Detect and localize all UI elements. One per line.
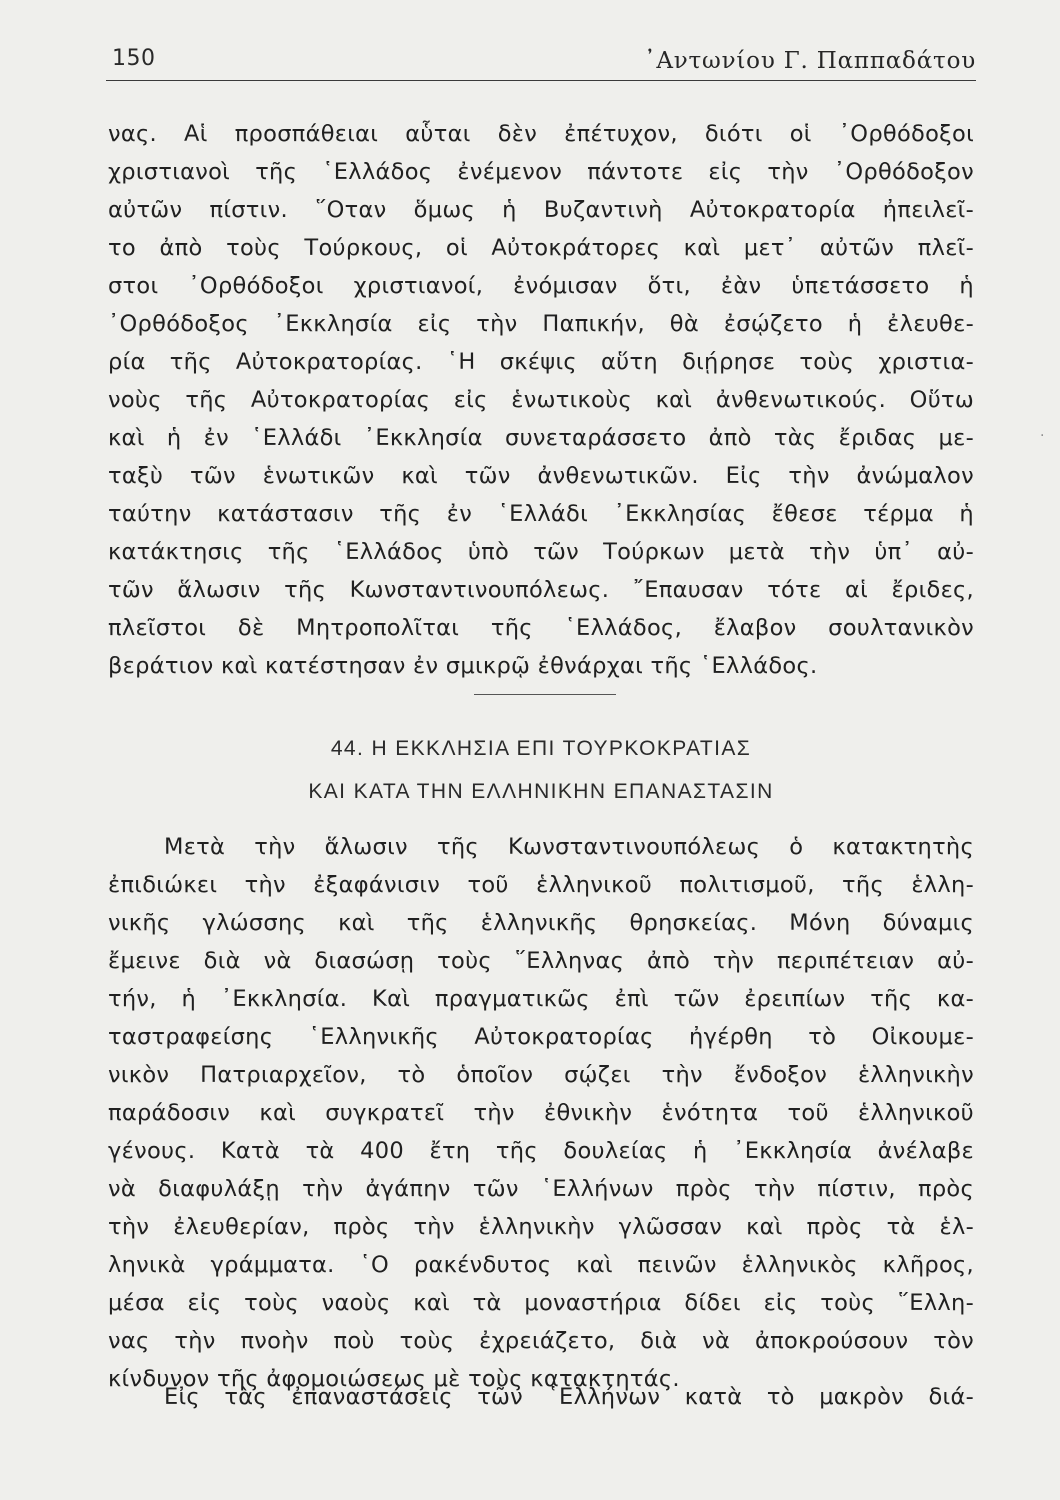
text-line: τῶν ἅλωσιν τῆς Κωνσταντινουπόλεως. ῎Επαυσαν τότε αἱ ἔριδες,	[108, 577, 974, 603]
text-line: ταξὺ τῶν ἑνωτικῶν καὶ τῶν ἀνθενωτικῶν. Εἰς τὴν ἀνώμαλον	[108, 463, 974, 489]
page-number: 150	[112, 46, 156, 71]
text-line: τήν, ἡ ᾿Εκκλησία. Καὶ πραγματικῶς ἐπὶ τῶν ἐρειπίων τῆς κα-	[108, 986, 974, 1012]
text-line: χριστιανοὶ τῆς ῾Ελλάδος ἐνέμενον πάντοτε εἰς τὴν ᾿Ορθόδοξον	[108, 159, 974, 185]
text-line: ταστραφείσης ῾Ελληνικῆς Αὐτοκρατορίας ἠγέρθη τὸ Οἰκουμε-	[108, 1024, 974, 1050]
text-line: νας τὴν πνοὴν ποὺ τοὺς ἐχρειάζετο, διὰ νὰ ἀποκρούσουν τὸν	[108, 1328, 974, 1354]
paragraph-1	[108, 115, 974, 685]
running-head-author: ᾿Αντωνίου Γ. Παππαδάτου	[644, 48, 976, 74]
text-line: βεράτιον καὶ κατέστησαν ἐν σμικρῷ ἐθνάρχαι τῆς ῾Ελλάδος.	[108, 653, 818, 679]
text-line: ἐπιδιώκει τὴν ἐξαφάνισιν τοῦ ἑλληνικοῦ πολιτισμοῦ, τῆς ἑλλη-	[108, 872, 974, 898]
text-line: ᾿Ορθόδοξος ᾿Εκκλησία εἰς τὴν Παπικήν, θὰ ἐσῴζετο ἡ ἐλευθε-	[108, 311, 974, 337]
section-heading-line-1: 44. Η ΕΚΚΛΗΣΙΑ ΕΠΙ ΤΟΥΡΚΟΚΡΑΤΙΑΣ	[330, 737, 752, 760]
text-line: αὐτῶν πίστιν. ῞Οταν ὅμως ἡ Βυζαντινὴ Αὐτοκρατορία ἠπειλεῖ-	[108, 197, 974, 223]
text-line: ἔμεινε διὰ νὰ διασώσῃ τοὺς ῞Ελληνας ἀπὸ τὴν περιπέτειαν αὐ-	[108, 948, 974, 974]
text-line: Εἰς τὰς ἐπαναστάσεις τῶν ῾Ελλήνων κατὰ τὸ μακρὸν διά-	[164, 1384, 974, 1410]
text-line: ληνικὰ γράμματα. ῾Ο ρακένδυτος καὶ πεινῶν ἑλληνικὸς κλῆρος,	[108, 1252, 974, 1278]
paragraph-2	[108, 828, 974, 1398]
text-line: το ἀπὸ τοὺς Τούρκους, οἱ Αὐτοκράτορες καὶ μετ᾿ αὐτῶν πλεῖ-	[108, 235, 974, 261]
text-line: κίνδυνον τῆς ἀφομοιώσεως μὲ τοὺς κατακτητάς.	[108, 1366, 680, 1392]
text-line: καὶ ἡ ἐν ῾Ελλάδι ᾿Εκκλησία συνεταράσσετο ἀπὸ τὰς ἔριδας με-	[108, 425, 974, 451]
page-header	[106, 40, 976, 81]
text-line: νικῆς γλώσσης καὶ τῆς ἑλληνικῆς θρησκείας. Μόνη δύναμις	[108, 910, 974, 936]
text-line: γένους. Κατὰ τὰ 400 ἔτη τῆς δουλείας ἡ ᾿Εκκλησία ἀνέλαβε	[108, 1138, 974, 1164]
text-line: μέσα εἰς τοὺς ναοὺς καὶ τὰ μοναστήρια δίδει εἰς τοὺς ῞Ελλη-	[108, 1290, 974, 1316]
text-line: πλεῖστοι δὲ Μητροπολῖται τῆς ῾Ελλάδος, ἔλαβον σουλτανικὸν	[108, 615, 974, 641]
text-line: ταύτην κατάστασιν τῆς ἐν ῾Ελλάδι ᾿Εκκλησίας ἔθεσε τέρμα ἡ	[108, 501, 974, 527]
text-line: τὴν ἐλευθερίαν, πρὸς τὴν ἑλληνικὴν γλῶσσαν καὶ πρὸς τὰ ἑλ-	[108, 1214, 974, 1240]
text-line: στοι ᾿Ορθόδοξοι χριστιανοί, ἐνόμισαν ὅτι, ἐὰν ὑπετάσσετο ἡ	[108, 273, 974, 299]
text-line: παράδοσιν καὶ συγκρατεῖ τὴν ἐθνικὴν ἑνότητα τοῦ ἑλληνικοῦ	[108, 1100, 974, 1126]
text-line: κατάκτησις τῆς ῾Ελλάδος ὑπὸ τῶν Τούρκων μετὰ τὴν ὑπ᾿ αὐ-	[108, 539, 974, 565]
text-line: νας. Αἱ προσπάθειαι αὗται δὲν ἐπέτυχον, διότι οἱ ᾿Ορθόδοξοι	[108, 121, 974, 147]
text-line: νὰ διαφυλάξῃ τὴν ἀγάπην τῶν ῾Ελλήνων πρὸς τὴν πίστιν, πρὸς	[108, 1176, 974, 1202]
paragraph-3	[108, 1378, 974, 1416]
section-divider	[474, 694, 616, 695]
section-heading-line-2: ΚΑΙ ΚΑΤΑ ΤΗΝ ΕΛΛΗΝΙΚΗΝ ΕΠΑΝΑΣΤΑΣΙΝ	[308, 780, 774, 803]
text-line: Μετὰ τὴν ἅλωσιν τῆς Κωνσταντινουπόλεως ὁ κατακτητὴς	[164, 834, 974, 860]
text-line: ρία τῆς Αὐτοκρατορίας. ῾Η σκέψις αὕτη διῄρησε τοὺς χριστια-	[108, 349, 974, 375]
text-line: νοὺς τῆς Αὐτοκρατορίας εἰς ἑνωτικοὺς καὶ ἀνθενωτικούς. Οὕτω	[108, 387, 974, 413]
margin-speck: ·	[1040, 428, 1045, 444]
text-line: νικὸν Πατριαρχεῖον, τὸ ὁποῖον σῴζει τὴν ἔνδοξον ἑλληνικὴν	[108, 1062, 974, 1088]
